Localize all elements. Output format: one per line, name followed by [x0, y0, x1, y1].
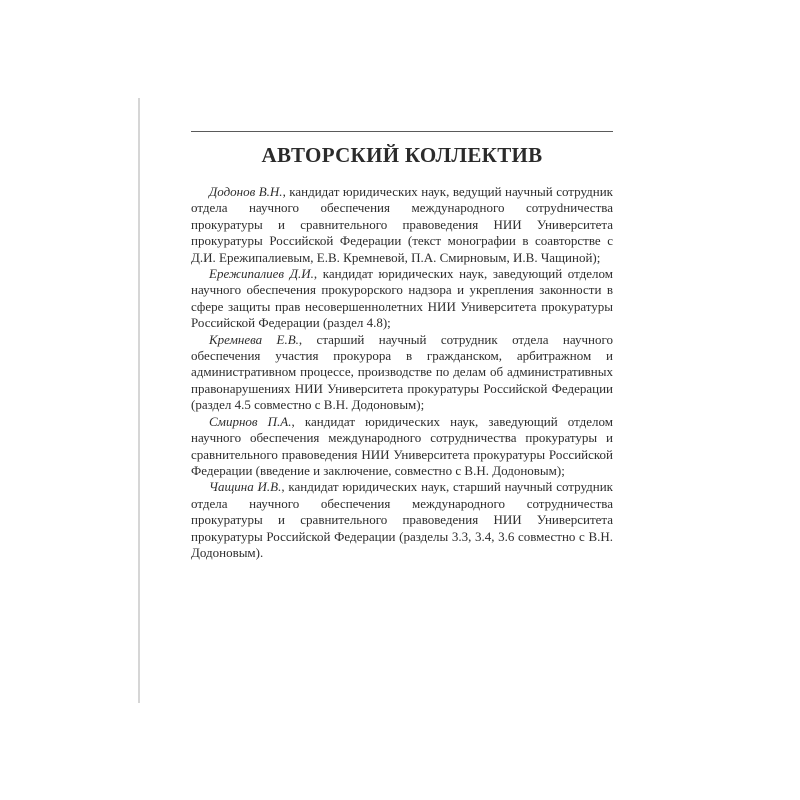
author-name: Ережипалиев Д.И. [209, 266, 314, 282]
page-edge-shadow [138, 98, 140, 703]
author-description: , кандидат юридических наук, старший научный сотрудник отдела научного обеспечения международного сотрудничества прокуратуры и сравнительного правоведения НИИ Университета прокуратуры Российской Федерации (разделы 3.3, 3.4, 3.6 совместно с В.Н. Додоновым). [191, 479, 613, 560]
author-entry-chashchina [191, 479, 613, 561]
author-description: , кандидат юридических наук, заведующий отделом научного обеспечения международного сотрудничества прокуратуры и сравнительного правоведения НИИ Университета прокуратуры Российской Федерации (введение и заключение, совместно с В.Н. Додоновым); [191, 413, 613, 478]
author-entry-kremneva [191, 332, 613, 414]
author-description: , кандидат юридических наук, заведующий отделом научного обеспечения прокурорского надзора и укрепления законности в сфере защиты прав несовершеннолетних НИИ Университета прокуратуры Российской Федерации (раздел 4.8); [191, 266, 613, 331]
author-description: , старший научный сотрудник отдела научного обеспечения участия прокурора в гражданском, арбитражном и административном процессе, производстве по делам об административных правонарушениях НИИ Университета прокуратуры Российской Федерации (раздел 4.5 совместно с В.Н. Додоновым); [191, 331, 613, 413]
author-name: Кремнева Е.В. [209, 331, 299, 347]
author-entry-dodonov [191, 184, 613, 266]
author-name: Чащина И.В. [209, 479, 282, 495]
author-list [191, 184, 613, 561]
author-name: Смирнов П.А. [209, 413, 292, 429]
header-rule [191, 131, 613, 132]
author-entry-erezhipaliev [191, 266, 613, 332]
author-entry-smirnov [191, 414, 613, 480]
author-name: Додонов В.Н. [209, 184, 283, 199]
page-title: АВТОРСКИЙ КОЛЛЕКТИВ [261, 143, 543, 167]
author-description: , кандидат юридических наук, ведущий научный сотрудник отдела научного обеспечения международного сотруdничества прокуратуры и сравнительного правоведения НИИ Университета прокуратуры Российской Федерации (текст монографии в соавторстве с Д.И. Ережипалиевым, Е.В. Кремневой, П.А. Смирновым, И.В. Чащиной); [191, 184, 613, 265]
